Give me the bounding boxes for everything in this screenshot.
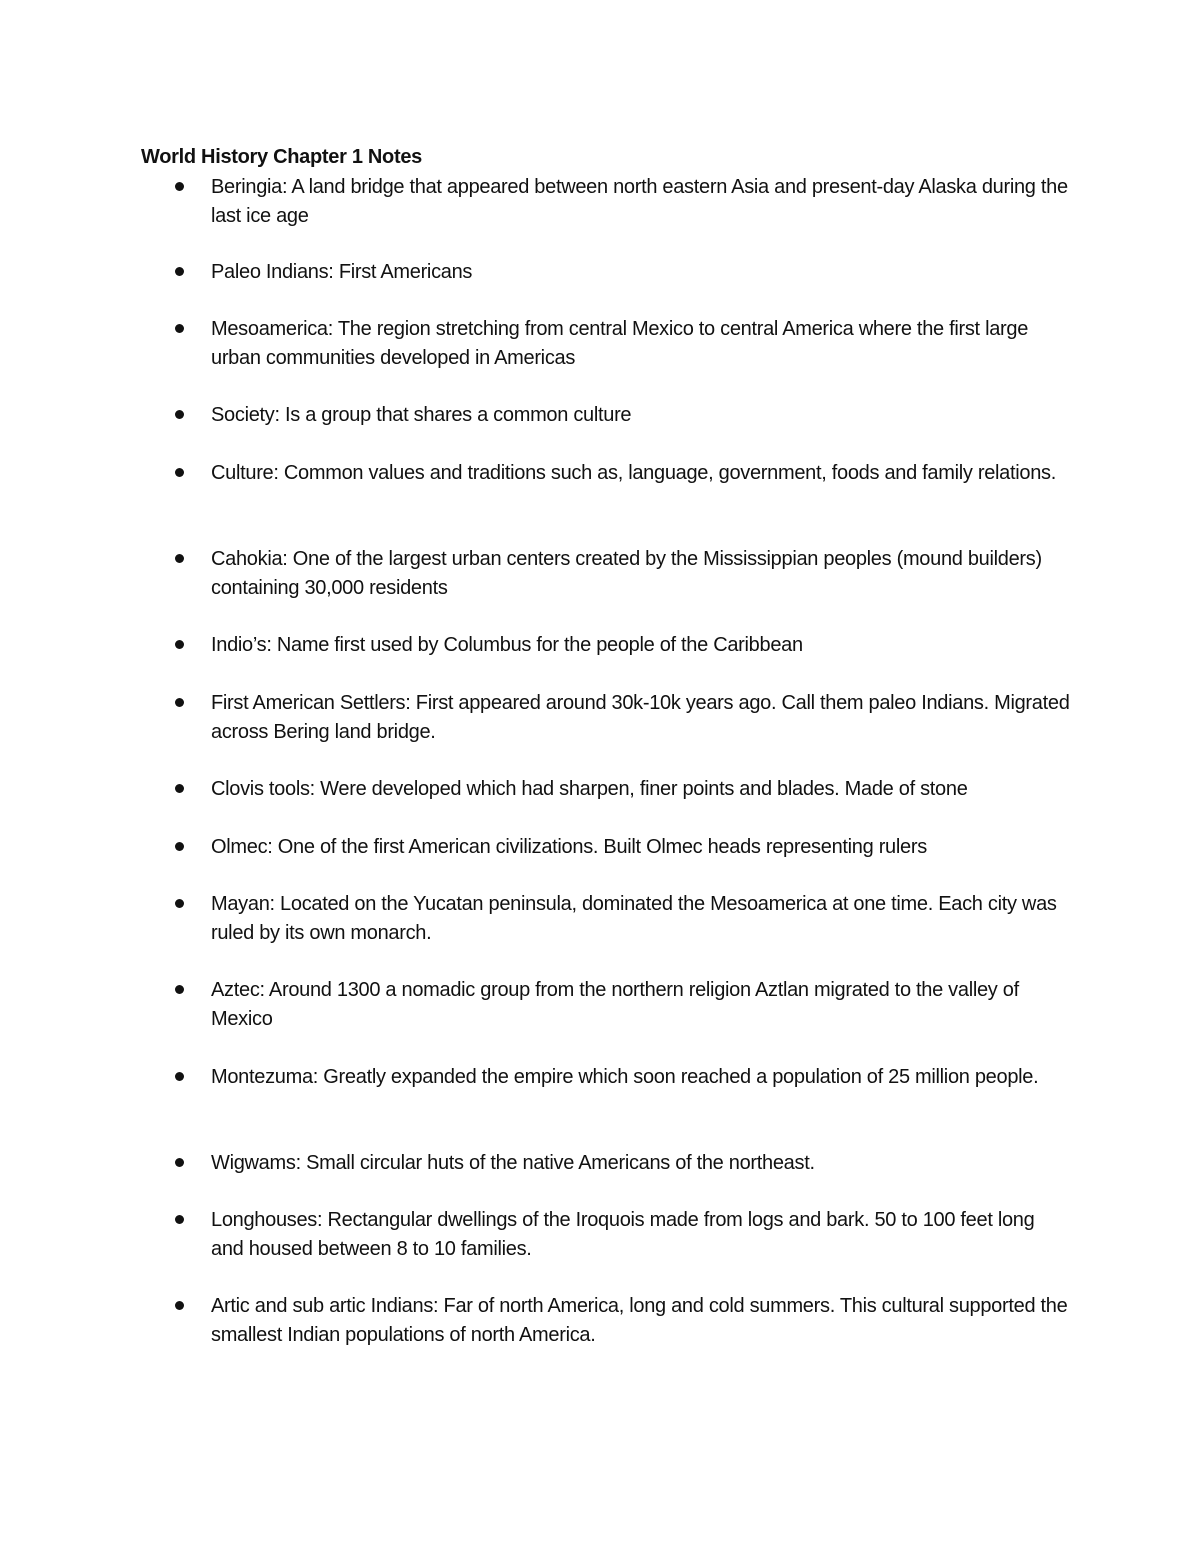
bullet-icon: [175, 842, 184, 851]
bullet-icon: [175, 554, 184, 563]
bullet-icon: [175, 784, 184, 793]
document-title: World History Chapter 1 Notes: [141, 146, 422, 168]
bullet-icon: [175, 1072, 184, 1081]
bullet-icon: [175, 640, 184, 649]
bullet-icon: [175, 182, 184, 191]
note-text: Longhouses: Rectangular dwellings of the Iroquois made from logs and bark. 50 to 100 feet long and housed between 8 to 10 families.: [211, 1209, 1035, 1260]
note-text: Mesoamerica: The region stretching from central Mexico to central America where the first large urban communities developed in Americas: [211, 318, 1029, 369]
note-text: Mayan: Located on the Yucatan peninsula, dominated the Mesoamerica at one time. Each city was ruled by its own monarch.: [211, 893, 1057, 944]
bullet-icon: [175, 1158, 184, 1167]
note-text: Paleo Indians: First Americans: [211, 261, 473, 283]
bullet-icon: [175, 267, 184, 276]
bullet-icon: [175, 698, 184, 707]
bullet-icon: [175, 410, 184, 419]
note-text: Clovis tools: Were developed which had sharpen, finer points and blades. Made of stone: [211, 778, 968, 800]
bullet-icon: [175, 1301, 184, 1310]
bullet-icon: [175, 1215, 184, 1224]
bullet-icon: [175, 985, 184, 994]
bullet-icon: [175, 324, 184, 333]
note-text: Cahokia: One of the largest urban centers created by the Mississippian peoples (mound builders) containing 30,000 residents: [211, 548, 1042, 599]
note-text: Indio’s: Name first used by Columbus for the people of the Caribbean: [211, 634, 803, 656]
note-text: Artic and sub artic Indians: Far of north America, long and cold summers. This cultural supported the smallest Indian populations of north America.: [211, 1295, 1068, 1346]
note-text: First American Settlers: First appeared around 30k-10k years ago. Call them paleo Indians. Migrated across Bering land bridge.: [211, 692, 1070, 743]
note-text: Culture: Common values and traditions such as, language, government, foods and family relations.: [211, 462, 1057, 484]
note-text: Aztec: Around 1300 a nomadic group from the northern religion Aztlan migrated to the valley of Mexico: [211, 979, 1019, 1030]
bullet-icon: [175, 468, 184, 477]
bullet-icon: [175, 899, 184, 908]
note-text: Wigwams: Small circular huts of the native Americans of the northeast.: [211, 1152, 815, 1174]
note-text: Montezuma: Greatly expanded the empire which soon reached a population of 25 million people.: [211, 1066, 1039, 1088]
note-text: Society: Is a group that shares a common culture: [211, 404, 632, 426]
note-text: Olmec: One of the first American civilizations. Built Olmec heads representing rulers: [211, 836, 927, 858]
note-text: Beringia: A land bridge that appeared between north eastern Asia and present-day Alaska during the last ice age: [211, 176, 1068, 227]
